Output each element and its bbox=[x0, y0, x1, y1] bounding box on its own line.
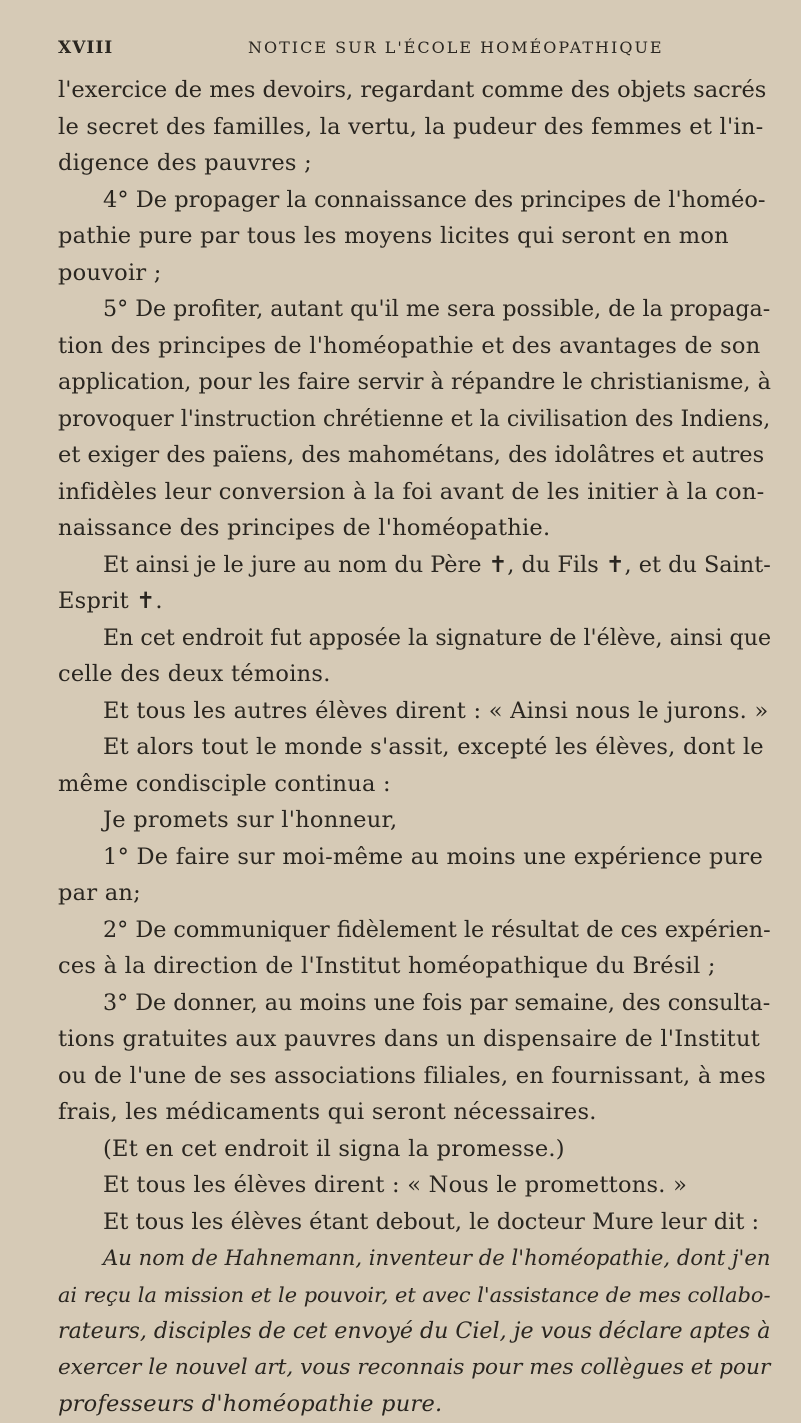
text-line: tions gratuites aux pauvres dans un dispensaire de l'Institut bbox=[58, 1026, 760, 1052]
text-line: Et tous les élèves étant debout, le docteur Mure leur dit : bbox=[103, 1208, 760, 1235]
page-number: XVIII bbox=[58, 38, 114, 58]
text-line: tion des principes de l'homéopathie et des avantages de son bbox=[58, 332, 761, 359]
text-line: 4° De propager la connaissance des principes de l'homéo- bbox=[103, 186, 766, 213]
text-line: ces à la direction de l'Institut homéopathique du Brésil ; bbox=[58, 953, 716, 979]
text-line: frais, les médicaments qui seront nécessaires. bbox=[58, 1099, 597, 1125]
text-line: le secret des familles, la vertu, la pudeur des femmes et l'in- bbox=[58, 113, 764, 140]
text-line: En cet endroit fut apposée la signature de l'élève, ainsi que bbox=[103, 624, 772, 651]
text-line: pathie pure par tous les moyens licites qui seront en mon bbox=[58, 223, 729, 249]
text-line: et exiger des païens, des mahométans, des idolâtres et autres bbox=[58, 442, 765, 468]
text-line: digence des pauvres ; bbox=[58, 150, 312, 176]
text-line: Esprit ✝. bbox=[58, 588, 163, 614]
text-line: application, pour les faire servir à répandre le christianisme, à bbox=[58, 369, 771, 395]
text-line: 5° De profiter, autant qu'il me sera possible, de la propaga- bbox=[103, 296, 771, 322]
text-line: pouvoir ; bbox=[58, 259, 162, 286]
text-line: professeurs d'homéopathie pure. bbox=[58, 1391, 443, 1417]
text-line: Et tous les élèves dirent : « Nous le promettons. » bbox=[103, 1172, 688, 1198]
text-line: Et tous les autres élèves dirent : « Ainsi nous le jurons. » bbox=[103, 697, 769, 724]
text-line: naissance des principes de l'homéopathie. bbox=[58, 515, 551, 541]
text-line: Je promets sur l'honneur, bbox=[103, 807, 398, 833]
text-line: 2° De communiquer fidèlement le résultat de ces expérien- bbox=[103, 916, 771, 943]
body-text bbox=[58, 72, 771, 1423]
text-line: ou de l'une de ses associations filiales, en fournissant, à mes bbox=[58, 1062, 766, 1089]
text-line: rateurs, disciples de cet envoyé du Ciel, je vous déclare aptes à bbox=[58, 1318, 771, 1344]
text-line: 1° De faire sur moi-même au moins une expérience pure bbox=[103, 843, 764, 870]
text-line: exercer le nouvel art, vous reconnais pour mes collègues et pour bbox=[58, 1354, 771, 1380]
text-line: infidèles leur conversion à la foi avant de les initier à la con- bbox=[58, 478, 765, 505]
text-line: Et alors tout le monde s'assit, excepté les élèves, dont le bbox=[103, 734, 764, 760]
text-line: Au nom de Hahnemann, inventeur de l'homéopathie, dont j'en bbox=[103, 1245, 771, 1270]
text-line: (Et en cet endroit il signa la promesse.) bbox=[103, 1135, 565, 1162]
text-line: provoquer l'instruction chrétienne et la civilisation des Indiens, bbox=[58, 405, 771, 432]
running-title: NOTICE SUR L'ÉCOLE HOMÉOPATHIQUE bbox=[248, 38, 664, 57]
text-line: celle des deux témoins. bbox=[58, 661, 331, 687]
text-line: par an; bbox=[58, 880, 141, 906]
text-line: Et ainsi je le jure au nom du Père ✝, du Fils ✝, et du Saint- bbox=[103, 551, 771, 578]
text-line: même condisciple continua : bbox=[58, 770, 391, 797]
text-line: ai reçu la mission et le pouvoir, et avec l'assistance de mes collabo- bbox=[58, 1282, 771, 1307]
text-line: 3° De donner, au moins une fois par semaine, des consulta- bbox=[103, 989, 771, 1016]
page-header bbox=[58, 38, 771, 58]
text-line: l'exercice de mes devoirs, regardant comme des objets sacrés bbox=[58, 77, 767, 103]
